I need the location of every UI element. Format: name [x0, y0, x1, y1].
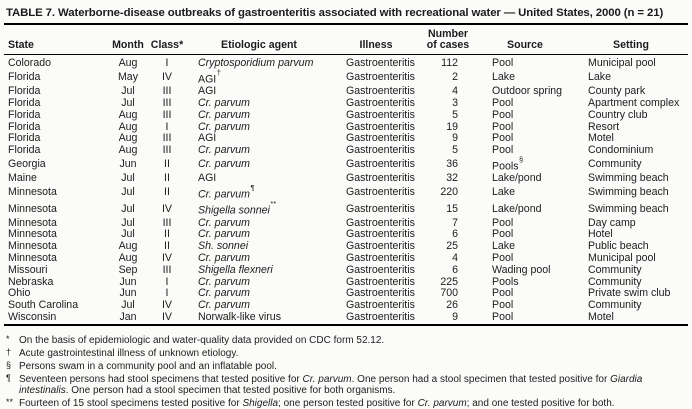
- cell-etiologic-agent: Cr. parvum: [198, 275, 250, 288]
- footnote-marker: §: [519, 154, 524, 164]
- header-row: [4, 25, 688, 55]
- cell-class: II: [164, 228, 170, 241]
- cell-state: Florida: [8, 144, 41, 157]
- cell-cases: 4: [452, 252, 458, 265]
- cell-source: Pool: [492, 96, 514, 109]
- cell-etiologic-agent: Shigella sonnei**: [198, 199, 277, 217]
- cell-state: Florida: [8, 96, 41, 109]
- footnote-text: Seventeen persons had stool specimens that tested positive for Cr. parvum. One person had a stool specimen that tested positive for Giardia intestinalis. One person had a stool specimen that tested positive for both organisms.: [19, 373, 643, 396]
- cell-setting: Condominium: [588, 144, 654, 157]
- cell-cases: 26: [446, 299, 458, 312]
- cell-class: I: [165, 287, 169, 300]
- cell-source: Pool: [492, 120, 514, 133]
- cell-etiologic-agent: Cr. parvum: [198, 158, 250, 171]
- cell-source: Pool: [492, 287, 514, 300]
- table-row: [4, 312, 688, 325]
- footnote-text: Fourteen of 15 stool specimens tested positive for Shigella; one person tested positive for Cr. parvum; and one tested positive for both.: [19, 397, 615, 409]
- col-header-month: Month: [108, 25, 148, 55]
- cell-etiologic-agent: Cr. parvum: [198, 144, 250, 157]
- footnote-text: On the basis of epidemiologic and water-quality data provided on CDC form 52.12.: [19, 334, 385, 346]
- col-header-cases: [420, 25, 476, 55]
- cell-source: Pool: [492, 299, 514, 312]
- footnote-symbol: ¶: [6, 372, 11, 383]
- cell-illness: Gastroenteritis: [346, 57, 415, 69]
- cell-month: Jul: [121, 172, 135, 185]
- col-header-cases-line1: Number: [427, 28, 469, 40]
- cell-illness: Gastroenteritis: [346, 299, 415, 312]
- cell-setting: County park: [588, 85, 646, 98]
- cell-source: Outdoor spring: [492, 85, 563, 98]
- cell-source: Pool: [492, 57, 514, 69]
- cell-setting: Municipal pool: [588, 57, 656, 69]
- cell-illness: Gastroenteritis: [346, 120, 415, 133]
- cell-illness: Gastroenteritis: [346, 144, 415, 157]
- cell-source: Pools§: [492, 154, 524, 173]
- cell-setting: Country club: [588, 108, 648, 121]
- cell-month: Aug: [118, 108, 138, 121]
- cell-illness: Gastroenteritis: [346, 311, 415, 324]
- cell-setting: Community: [588, 299, 642, 312]
- col-header-class: Class*: [148, 25, 186, 55]
- cell-state: Georgia: [8, 158, 46, 171]
- cell-class: IV: [161, 202, 172, 215]
- cell-class: I: [165, 275, 169, 288]
- col-header-source: Source: [476, 25, 574, 55]
- cell-etiologic-agent: Cr. parvum¶: [198, 183, 255, 201]
- table-header: [4, 25, 688, 55]
- cell-setting: Day camp: [588, 216, 636, 229]
- cell-illness: Gastroenteritis: [346, 287, 415, 300]
- cell-illness: Gastroenteritis: [346, 252, 415, 265]
- cell-etiologic-agent: AGI: [198, 132, 217, 145]
- cell-etiologic-agent: Shigella flexneri: [198, 263, 273, 276]
- cell-etiologic-agent: Cryptosporidium parvum: [198, 57, 314, 69]
- cell-illness: Gastroenteritis: [346, 158, 415, 171]
- cell-etiologic-agent: Norwalk-like virus: [198, 311, 281, 324]
- cell-month: Jul: [121, 202, 135, 215]
- cell-illness: Gastroenteritis: [346, 71, 415, 84]
- cell-class: I: [165, 120, 169, 133]
- footnote-text: Acute gastrointestinal illness of unknown etiology.: [19, 347, 239, 359]
- cell-cases: 25: [446, 240, 458, 253]
- cell-etiologic-agent: AGI: [198, 172, 217, 185]
- cell-illness: Gastroenteritis: [346, 108, 415, 121]
- cell-illness: Gastroenteritis: [346, 228, 415, 241]
- cell-cases: 9: [452, 311, 458, 324]
- cell-state: Missouri: [8, 263, 48, 276]
- cell-setting: Community: [588, 263, 642, 276]
- cell-cases: 7: [452, 216, 458, 229]
- cell-setting: Swimming beach: [588, 172, 669, 185]
- cell-class: III: [162, 132, 172, 145]
- cell-state: Florida: [8, 108, 41, 121]
- cell-class: IV: [161, 252, 172, 265]
- cell-month: Jul: [121, 186, 135, 199]
- footnote-marker: **: [270, 199, 277, 209]
- cell-etiologic-agent: Cr. parvum: [198, 108, 250, 121]
- cell-month: Jun: [119, 287, 137, 300]
- col-header-cases-line2: of cases: [426, 39, 470, 51]
- cell-state: Ohio: [8, 287, 31, 300]
- cell-state: Minnesota: [8, 202, 57, 215]
- cell-month: Sep: [118, 263, 138, 276]
- cell-cases: 112: [441, 57, 458, 69]
- cell-cases: 220: [440, 186, 458, 199]
- cell-illness: Gastroenteritis: [346, 202, 415, 215]
- cell-month: Jul: [121, 96, 135, 109]
- cell-source: Pool: [492, 132, 514, 145]
- cell-etiologic-agent: Cr. parvum: [198, 287, 250, 300]
- cell-setting: Public beach: [588, 240, 649, 253]
- cell-state: Wisconsin: [8, 311, 57, 324]
- cell-source: Pool: [492, 108, 514, 121]
- cell-source: Lake: [492, 186, 515, 199]
- cell-state: Minnesota: [8, 186, 57, 199]
- cell-etiologic-agent: Cr. parvum: [198, 120, 250, 133]
- cell-illness: Gastroenteritis: [346, 263, 415, 276]
- cell-class: III: [162, 144, 172, 157]
- cell-month: May: [117, 71, 138, 84]
- cell-state: Florida: [8, 71, 41, 84]
- cell-cases: 3: [452, 96, 458, 109]
- cell-class: III: [162, 263, 172, 276]
- cell-illness: Gastroenteritis: [346, 216, 415, 229]
- cell-cases: 19: [446, 120, 458, 133]
- cell-source: Lake: [492, 71, 515, 84]
- footnote-text: Persons swam in a community pool and an inflatable pool.: [19, 360, 277, 372]
- cell-cases: 5: [452, 144, 458, 157]
- cell-cases: 36: [446, 158, 458, 171]
- cell-etiologic-agent: AGI†: [198, 67, 221, 86]
- cell-state: Florida: [8, 132, 41, 145]
- cell-cases: 700: [440, 287, 458, 300]
- cell-month: Aug: [118, 120, 138, 133]
- col-header-illness: Illness: [332, 25, 420, 55]
- cell-cases: 5: [452, 108, 458, 121]
- col-header-setting: Setting: [574, 25, 688, 55]
- cell-class: IV: [161, 71, 172, 84]
- table-row: [4, 157, 688, 173]
- cell-state: Nebraska: [8, 275, 54, 288]
- footnote: [6, 374, 688, 397]
- cell-state: Colorado: [8, 57, 51, 69]
- cell-setting: Hotel: [588, 228, 613, 241]
- cell-class: III: [162, 108, 172, 121]
- cell-setting: Resort: [588, 120, 620, 133]
- cell-source: Pool: [492, 252, 514, 265]
- cell-source: Pool: [492, 228, 514, 241]
- table-body: [4, 55, 688, 325]
- col-header-state: State: [4, 25, 108, 55]
- cell-setting: Community: [588, 158, 642, 171]
- cell-cases: 4: [452, 85, 458, 98]
- cell-etiologic-agent: Cr. parvum: [198, 96, 250, 109]
- footnote-symbol: **: [6, 396, 14, 407]
- cell-class: III: [162, 96, 172, 109]
- cell-month: Jul: [121, 85, 135, 98]
- footnote-marker: ¶: [250, 183, 255, 193]
- footnote: [6, 348, 688, 359]
- cell-month: Aug: [118, 57, 138, 69]
- cell-state: Minnesota: [8, 240, 57, 253]
- cell-illness: Gastroenteritis: [346, 132, 415, 145]
- cell-setting: Municipal pool: [588, 252, 656, 265]
- cell-etiologic-agent: Cr. parvum: [198, 216, 250, 229]
- cell-cases: 6: [452, 263, 458, 276]
- cell-setting: Swimming beach: [588, 202, 669, 215]
- outbreaks-table: [4, 25, 688, 326]
- cell-month: Aug: [118, 252, 138, 265]
- cell-source: Lake/pond: [492, 202, 542, 215]
- footnotes: [4, 326, 688, 409]
- cell-illness: Gastroenteritis: [346, 186, 415, 199]
- cell-month: Aug: [118, 144, 138, 157]
- cell-state: South Carolina: [8, 299, 79, 312]
- table-row: [4, 265, 688, 277]
- cell-source: Pool: [492, 144, 514, 157]
- cell-class: II: [164, 172, 170, 185]
- cell-setting: Apartment complex: [588, 96, 680, 109]
- cell-setting: Community: [588, 275, 642, 288]
- cell-etiologic-agent: Cr. parvum: [198, 299, 250, 312]
- cell-setting: Motel: [588, 311, 614, 324]
- cell-month: Jul: [121, 299, 135, 312]
- footnote-symbol: §: [6, 359, 12, 370]
- cell-class: II: [164, 240, 170, 253]
- cell-cases: 32: [446, 172, 458, 185]
- footnote-marker: †: [216, 67, 221, 77]
- cell-class: I: [165, 57, 169, 69]
- cell-state: Minnesota: [8, 252, 57, 265]
- cell-illness: Gastroenteritis: [346, 240, 415, 253]
- cell-state: Florida: [8, 120, 41, 133]
- col-header-agent: Etiologic agent: [186, 25, 332, 55]
- cell-cases: 225: [440, 275, 458, 288]
- table-row: [4, 201, 688, 217]
- table-row: [4, 145, 688, 157]
- cell-state: Florida: [8, 85, 41, 98]
- cell-state: Minnesota: [8, 228, 57, 241]
- footnote: [6, 361, 688, 372]
- cell-etiologic-agent: AGI: [198, 85, 217, 98]
- cell-source: Wading pool: [492, 263, 551, 276]
- table-row: [4, 55, 688, 70]
- cell-class: III: [162, 85, 172, 98]
- cell-illness: Gastroenteritis: [346, 275, 415, 288]
- cell-month: Aug: [118, 240, 138, 253]
- cell-month: Jun: [119, 158, 137, 171]
- cell-source: Pool: [492, 216, 514, 229]
- cell-class: IV: [161, 299, 172, 312]
- cell-illness: Gastroenteritis: [346, 85, 415, 98]
- cell-cases: 6: [452, 228, 458, 241]
- cell-setting: Private swim club: [588, 287, 671, 300]
- cell-setting: Motel: [588, 132, 614, 145]
- table-title: TABLE 7. Waterborne-disease outbreaks of gastroenteritis associated with recreational water — United States, 2000 (n = 21): [4, 0, 688, 25]
- cell-source: Pools: [492, 275, 519, 288]
- cell-etiologic-agent: Sh. sonnei: [198, 240, 249, 253]
- cell-cases: 9: [452, 132, 458, 145]
- table-row: [4, 173, 688, 185]
- table-row: [4, 70, 688, 86]
- cell-source: Lake: [492, 240, 515, 253]
- footnote-symbol: †: [6, 346, 12, 357]
- cell-etiologic-agent: Cr. parvum: [198, 228, 250, 241]
- cell-source: Lake/pond: [492, 172, 542, 185]
- cell-month: Jan: [119, 311, 137, 324]
- cell-cases: 2: [452, 71, 458, 84]
- cell-state: Maine: [8, 172, 37, 185]
- cell-setting: Lake: [588, 71, 611, 84]
- cell-month: Jul: [121, 228, 135, 241]
- cell-month: Jul: [121, 216, 135, 229]
- cell-etiologic-agent: Cr. parvum: [198, 252, 250, 265]
- table-row: [4, 98, 688, 110]
- cell-setting: Swimming beach: [588, 186, 669, 199]
- cell-class: II: [164, 186, 170, 199]
- cell-illness: Gastroenteritis: [346, 172, 415, 185]
- cell-cases: 15: [446, 202, 458, 215]
- cell-class: II: [164, 158, 170, 171]
- cell-month: Aug: [118, 132, 138, 145]
- cell-class: III: [162, 216, 172, 229]
- cell-illness: Gastroenteritis: [346, 96, 415, 109]
- table-row: [4, 185, 688, 201]
- footnote: [6, 335, 688, 346]
- cell-class: IV: [161, 311, 172, 324]
- cell-source: Pool: [492, 311, 514, 324]
- cell-month: Jun: [119, 275, 137, 288]
- table-row: [4, 110, 688, 122]
- footnote-symbol: *: [6, 333, 10, 344]
- cell-state: Minnesota: [8, 216, 57, 229]
